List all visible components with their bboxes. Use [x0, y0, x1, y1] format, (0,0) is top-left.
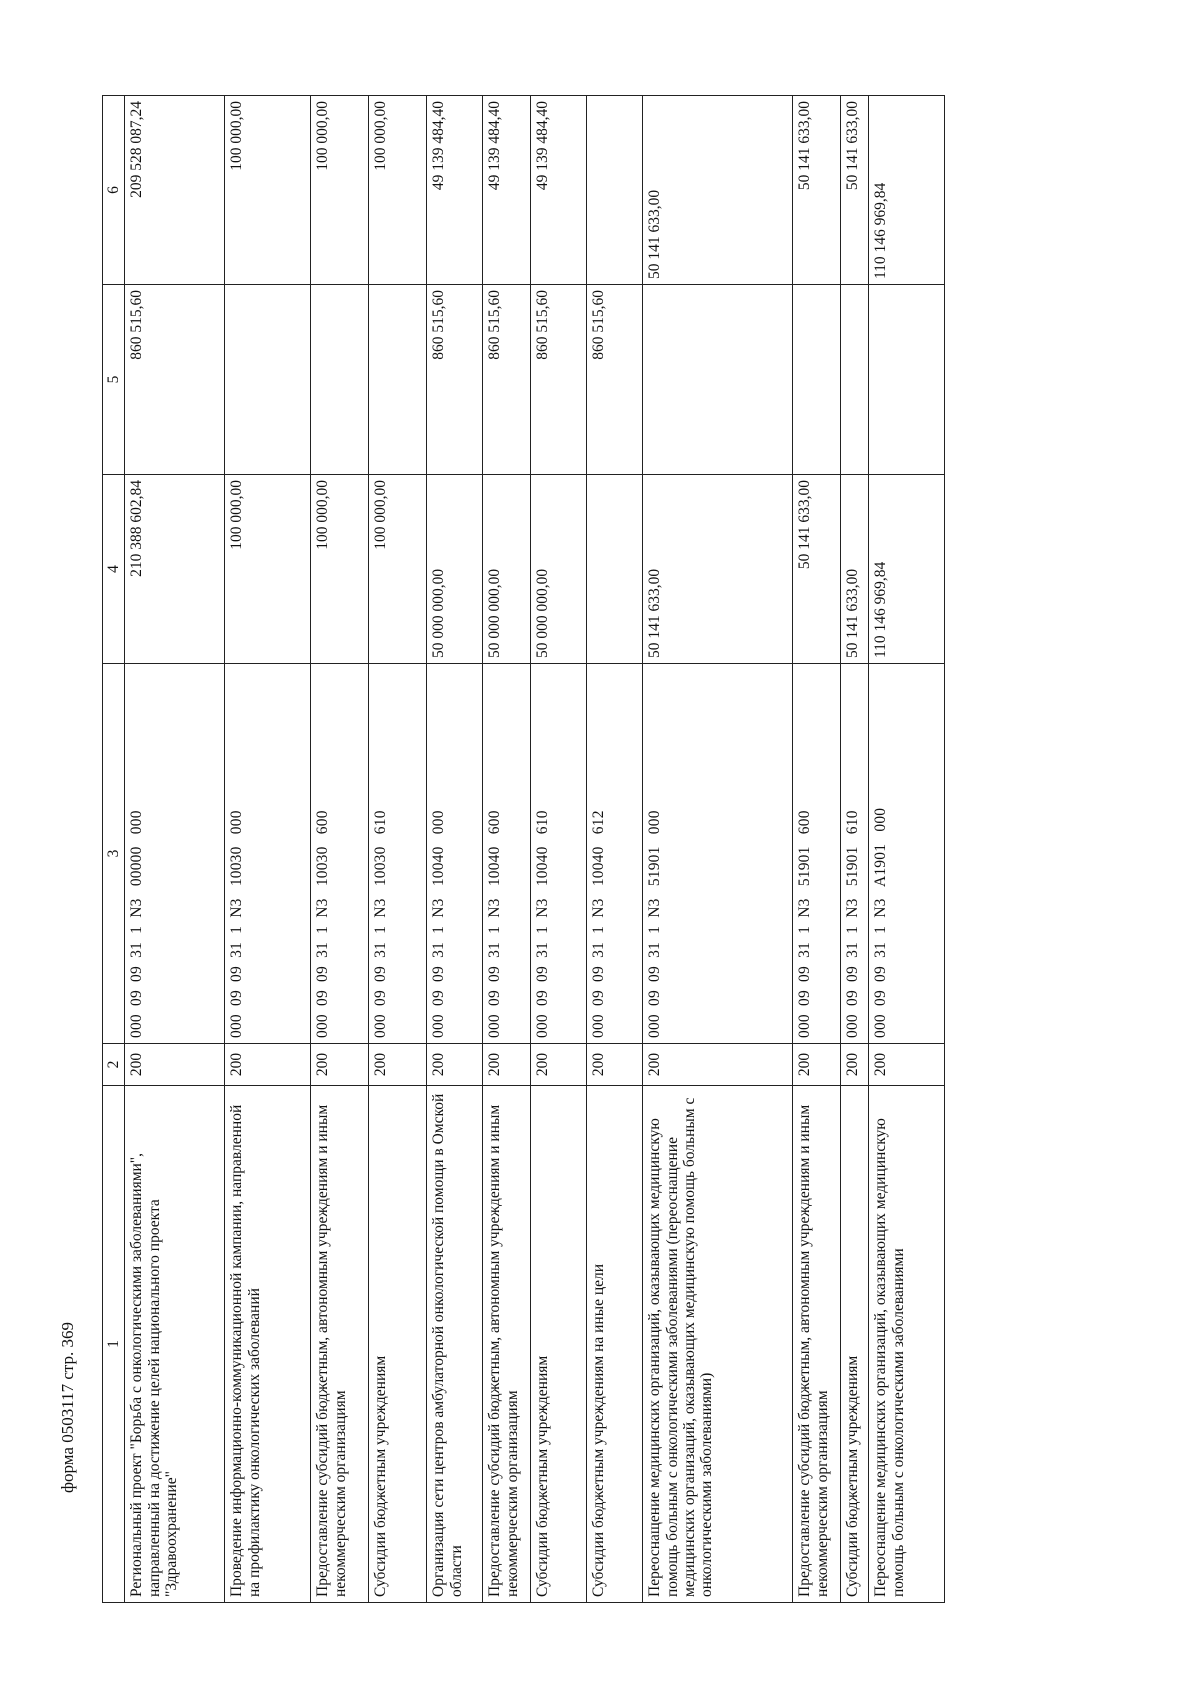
line-code: 200 — [369, 1044, 427, 1086]
column-number-row — [103, 96, 125, 1603]
table-row — [587, 96, 643, 1603]
budget-classification-code: 000 09 09 31 1 N3 10030 000 — [225, 664, 311, 1044]
approved-amount: 50 000 000,00 — [427, 475, 483, 664]
budget-classification-code: 000 09 09 31 1 N3 51901 610 — [841, 664, 869, 1044]
unexecuted-amount: 50 141 633,00 — [793, 96, 841, 285]
approved-amount: 50 141 633,00 — [643, 475, 793, 664]
table-row — [369, 96, 427, 1603]
budget-classification-code: 000 09 09 31 1 N3 10030 600 — [311, 664, 369, 1044]
budget-table — [102, 95, 945, 1603]
approved-amount: 50 000 000,00 — [531, 475, 587, 664]
line-code: 200 — [869, 1044, 945, 1086]
executed-amount: 860 515,60 — [531, 285, 587, 475]
table-row — [311, 96, 369, 1603]
executed-amount — [869, 285, 945, 475]
approved-amount: 100 000,00 — [369, 475, 427, 664]
table-row — [841, 96, 869, 1603]
table-row — [427, 96, 483, 1603]
executed-amount: 860 515,60 — [587, 285, 643, 475]
approved-amount — [587, 475, 643, 664]
table-row — [225, 96, 311, 1603]
column-number: 5 — [103, 285, 125, 475]
unexecuted-amount: 100 000,00 — [369, 96, 427, 285]
table-row — [531, 96, 587, 1603]
budget-classification-code: 000 09 09 31 1 N3 10030 610 — [369, 664, 427, 1044]
row-name: Предоставление субсидий бюджетным, автономным учреждениям и иным некоммерческим организациям — [793, 1086, 841, 1603]
column-number: 3 — [103, 664, 125, 1044]
column-number: 4 — [103, 475, 125, 664]
executed-amount: 860 515,60 — [125, 285, 225, 475]
executed-amount: 860 515,60 — [427, 285, 483, 475]
unexecuted-amount: 49 139 484,40 — [531, 96, 587, 285]
table-row — [643, 96, 793, 1603]
executed-amount — [225, 285, 311, 475]
unexecuted-amount: 209 528 087,24 — [125, 96, 225, 285]
line-code: 200 — [125, 1044, 225, 1086]
executed-amount — [841, 285, 869, 475]
line-code: 200 — [841, 1044, 869, 1086]
column-number: 1 — [103, 1086, 125, 1603]
approved-amount: 50 141 633,00 — [841, 475, 869, 664]
unexecuted-amount: 50 141 633,00 — [643, 96, 793, 285]
budget-classification-code: 000 09 09 31 1 N3 51901 600 — [793, 664, 841, 1044]
unexecuted-amount: 100 000,00 — [225, 96, 311, 285]
budget-classification-code: 000 09 09 31 1 N3 10040 610 — [531, 664, 587, 1044]
table-row — [869, 96, 945, 1603]
budget-classification-code: 000 09 09 31 1 N3 10040 000 — [427, 664, 483, 1044]
budget-classification-code: 000 09 09 31 1 N3 51901 000 — [643, 664, 793, 1044]
line-code: 200 — [427, 1044, 483, 1086]
unexecuted-amount: 49 139 484,40 — [483, 96, 531, 285]
budget-classification-code: 000 09 09 31 1 N3 00000 000 — [125, 664, 225, 1044]
unexecuted-amount: 49 139 484,40 — [427, 96, 483, 285]
line-code: 200 — [531, 1044, 587, 1086]
row-name: Организация сети центров амбулаторной онкологической помощи в Омской области — [427, 1086, 483, 1603]
row-name: Субсидии бюджетным учреждениям на иные цели — [587, 1086, 643, 1603]
executed-amount — [369, 285, 427, 475]
line-code: 200 — [587, 1044, 643, 1086]
executed-amount — [311, 285, 369, 475]
row-name: Субсидии бюджетным учреждениям — [369, 1086, 427, 1603]
approved-amount: 100 000,00 — [311, 475, 369, 664]
row-name: Предоставление субсидий бюджетным, автономным учреждениям и иным некоммерческим организациям — [311, 1086, 369, 1603]
table-row — [125, 96, 225, 1603]
row-name: Субсидии бюджетным учреждениям — [531, 1086, 587, 1603]
approved-amount: 50 000 000,00 — [483, 475, 531, 664]
form-label: форма 0503117 стр. 369 — [58, 1322, 77, 1493]
line-code: 200 — [225, 1044, 311, 1086]
row-name: Предоставление субсидий бюджетным, автономным учреждениям и иным некоммерческим организациям — [483, 1086, 531, 1603]
budget-classification-code: 000 09 09 31 1 N3 A1901 000 — [869, 664, 945, 1044]
table-row — [483, 96, 531, 1603]
column-number: 6 — [103, 96, 125, 285]
column-number: 2 — [103, 1044, 125, 1086]
approved-amount: 100 000,00 — [225, 475, 311, 664]
approved-amount: 110 146 969,84 — [869, 475, 945, 664]
row-name: Переоснащение медицинских организаций, оказывающих медицинскую помощь больным с онкологическими заболеваниями — [869, 1086, 945, 1603]
approved-amount: 210 388 602,84 — [125, 475, 225, 664]
unexecuted-amount: 100 000,00 — [311, 96, 369, 285]
budget-classification-code: 000 09 09 31 1 N3 10040 600 — [483, 664, 531, 1044]
approved-amount: 50 141 633,00 — [793, 475, 841, 664]
executed-amount: 860 515,60 — [483, 285, 531, 475]
line-code: 200 — [311, 1044, 369, 1086]
unexecuted-amount — [587, 96, 643, 285]
row-name: Региональный проект "Борьба с онкологическими заболеваниями", направленный на достижение целей национального проекта "Здравоохранение" — [125, 1086, 225, 1603]
row-name: Переоснащение медицинских организаций, оказывающих медицинскую помощь больным с онкологическими заболеваниями (переоснащение медицинских организаций, оказывающих медицинскую помощь больным с онкологическими заболеваниями) — [643, 1086, 793, 1603]
executed-amount — [643, 285, 793, 475]
table-row — [793, 96, 841, 1603]
executed-amount — [793, 285, 841, 475]
unexecuted-amount: 110 146 969,84 — [869, 96, 945, 285]
unexecuted-amount: 50 141 633,00 — [841, 96, 869, 285]
line-code: 200 — [643, 1044, 793, 1086]
line-code: 200 — [793, 1044, 841, 1086]
budget-classification-code: 000 09 09 31 1 N3 10040 612 — [587, 664, 643, 1044]
row-name: Проведение информационно-коммуникационной кампании, направленной на профилактику онкологических заболеваний — [225, 1086, 311, 1603]
row-name: Субсидии бюджетным учреждениям — [841, 1086, 869, 1603]
line-code: 200 — [483, 1044, 531, 1086]
